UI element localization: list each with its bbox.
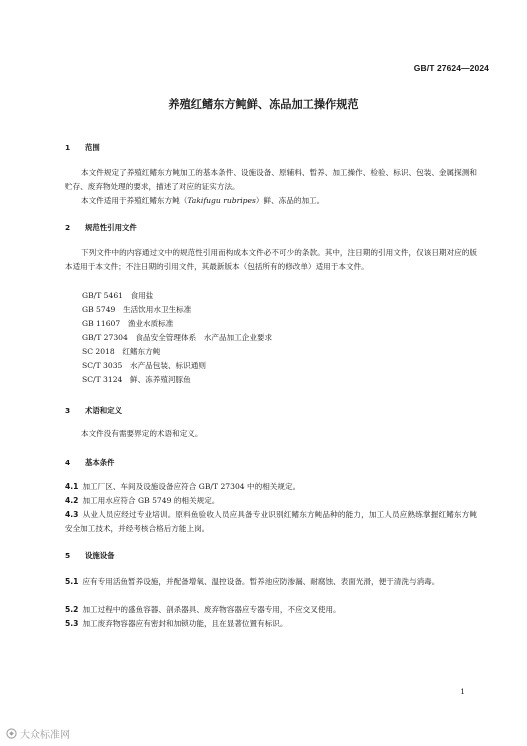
clause-text: 从业人员应经过专业培训。原料鱼验收人员应具备专业识别红鳍东方鲀品种的能力，加工人员应熟练掌握红鳍东方鲀安全加工技术，并经考核合格后方能上岗。 <box>65 510 477 533</box>
clause-item <box>65 480 477 494</box>
section-number: 5 <box>65 551 71 560</box>
reference-code: GB 5749 <box>82 305 116 314</box>
section-title: 术语和定义 <box>85 406 122 415</box>
reference-item <box>82 359 206 373</box>
reference-item <box>82 289 153 303</box>
section-heading-5 <box>65 550 115 561</box>
reference-name: 鲜、冻养殖河豚鱼 <box>129 375 191 384</box>
reference-code: GB 11607 <box>82 319 121 328</box>
section-heading-1 <box>65 142 100 153</box>
text-run: 本文件适用于养殖红鳍东方鲀（ <box>81 196 188 205</box>
reference-name: 渔业水质标准 <box>127 319 174 328</box>
reference-name: 食用盐 <box>130 291 154 300</box>
clause-item <box>65 575 477 589</box>
page-number: 1 <box>460 687 465 696</box>
watermark-text: 大众标准网 <box>20 730 70 741</box>
clause-number: 4.1 <box>65 482 79 491</box>
clause-number: 5.2 <box>65 605 79 614</box>
section-number: 2 <box>65 223 71 232</box>
section-title: 基本条件 <box>85 458 115 467</box>
watermark <box>6 726 70 741</box>
section-heading-3 <box>65 405 122 416</box>
document-title: 养殖红鳍东方鲀鲜、冻品加工操作规范 <box>168 98 359 111</box>
section-title: 范围 <box>85 143 100 152</box>
clause-item <box>65 508 477 536</box>
clause-number: 5.3 <box>65 619 79 628</box>
clause-text: 加工废弃物容器应有密封和加锁功能，且在显著位置有标识。 <box>82 619 288 628</box>
paragraph: 本文件没有需要界定的术语和定义。 <box>81 429 203 438</box>
clause-text: 应有专用活鱼暂养设施，并配备增氧、温控设备。暂养池应防渗漏、耐腐蚀、表面光滑，便于清洗与消毒。 <box>82 577 440 586</box>
section-number: 1 <box>65 143 71 152</box>
section-heading-2 <box>65 222 137 233</box>
watermark-logo-icon <box>6 728 17 739</box>
text-run: ）鲜、冻品的加工。 <box>255 196 325 205</box>
reference-item <box>82 345 160 359</box>
clause-number: 4.2 <box>65 496 79 505</box>
clause-item <box>65 617 477 631</box>
reference-code: SC 2018 <box>82 347 115 356</box>
section-title: 设施设备 <box>85 551 115 560</box>
reference-item <box>82 317 173 331</box>
section-number: 4 <box>65 458 71 467</box>
reference-item <box>82 303 191 317</box>
paragraph: 本文件规定了养殖红鳍东方鲀加工的基本条件、设施设备、原辅料、暂养、加工操作、检验、标识、包装、金属探测和贮存、废弃物处理的要求，描述了对应的证实方法。 <box>65 168 477 191</box>
paragraph: 下列文件中的内容通过文中的规范性引用而构成本文件必不可少的条款。其中，注日期的引用文件，仅该日期对应的版本适用于本文件；不注日期的引用文件，其最新版本（包括所有的修改单）适用于本文件。 <box>65 248 477 271</box>
clause-number: 5.1 <box>65 577 79 586</box>
reference-code: SC/T 3035 <box>82 361 123 370</box>
clause-text: 加工厂区、车间及设施设备应符合 GB/T 27304 中的相关规定。 <box>82 482 301 491</box>
section-number: 3 <box>65 406 71 415</box>
reference-name: 红鳍东方鲀 <box>122 347 161 356</box>
paragraph <box>65 194 477 208</box>
clause-text: 加工过程中的盛鱼容器、剖杀器具、废弃物容器应专器专用，不应交叉使用。 <box>82 605 341 614</box>
reference-code: SC/T 3124 <box>82 375 123 384</box>
standard-number: GB/T 27624—2024 <box>413 63 489 73</box>
section-title: 规范性引用文件 <box>85 223 137 232</box>
reference-item <box>82 373 191 387</box>
reference-name: 食品安全管理体系 水产品加工企业要求 <box>135 333 273 342</box>
reference-item <box>82 331 272 345</box>
latin-name: Takifugu rubripes <box>187 196 256 205</box>
clause-text: 加工用水应符合 GB 5749 的相关规定。 <box>82 496 220 505</box>
reference-code: GB/T 27304 <box>82 333 128 342</box>
reference-name: 生活饮用水卫生标准 <box>122 305 192 314</box>
clause-item <box>65 494 477 508</box>
clause-item <box>65 603 477 617</box>
section-heading-4 <box>65 457 115 468</box>
clause-number: 4.3 <box>65 510 79 519</box>
reference-code: GB/T 5461 <box>82 291 124 300</box>
reference-name: 水产品包装、标识通则 <box>129 361 206 370</box>
